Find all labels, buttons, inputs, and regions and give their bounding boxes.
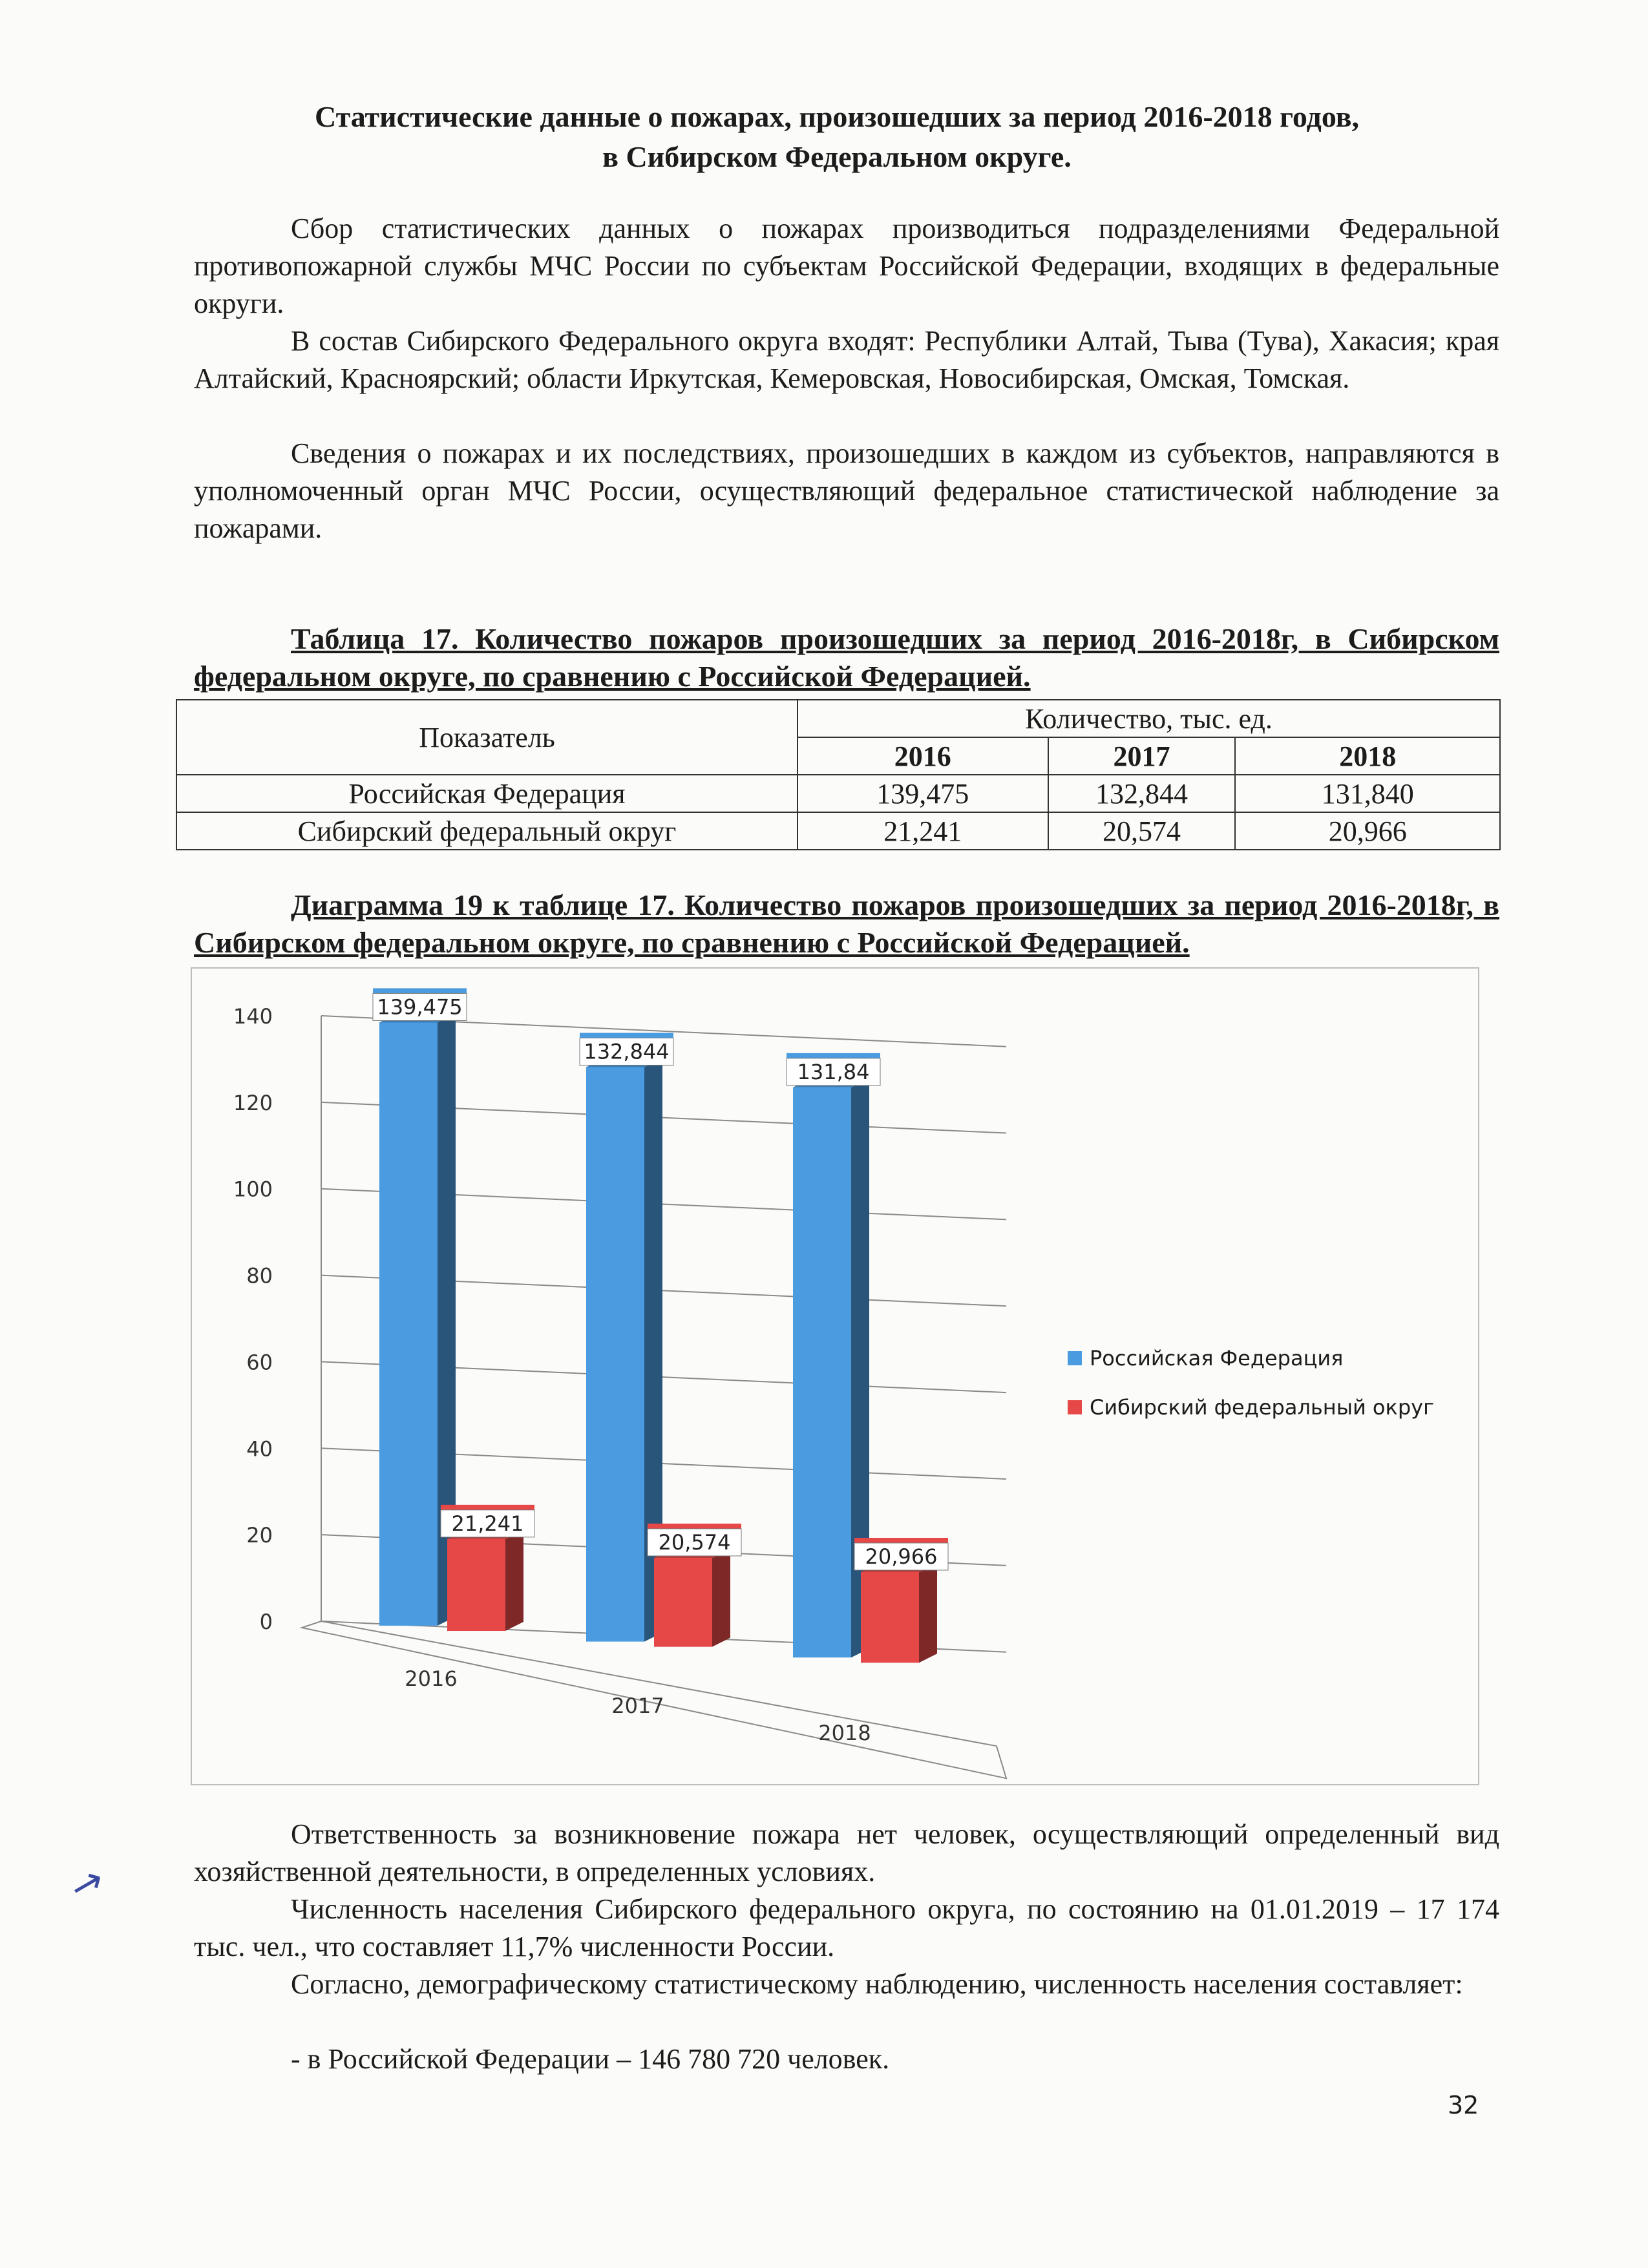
table-row — [176, 812, 1500, 850]
legend-swatch-red — [1068, 1400, 1082, 1414]
y-tick-label: 80 — [246, 1263, 273, 1288]
header-year: 2017 — [1048, 737, 1236, 775]
table-row — [176, 775, 1500, 812]
legend-item-sfo — [1068, 1383, 1434, 1432]
header-year: 2016 — [798, 737, 1048, 775]
intro-paragraph-2: В состав Сибирского Федерального округа входят: Республики Алтай, Тыва (Тува), Хакасия; края Алтайский, Красноярский; области Иркутская, Кемеровская, Новосибирская, Омская, Томская. — [194, 325, 1499, 394]
bar — [793, 1087, 851, 1657]
x-tick-label: 2018 — [818, 1721, 871, 1745]
data-label: 132,844 — [584, 1039, 670, 1064]
data-label: 139,475 — [377, 994, 463, 1020]
legend-label: Сибирский федеральный округ — [1090, 1395, 1434, 1420]
chart-legend — [1068, 1334, 1434, 1432]
data-label: 20,574 — [658, 1529, 731, 1555]
table-caption — [194, 620, 1499, 695]
x-tick-label: 2017 — [611, 1694, 664, 1718]
y-tick-label: 60 — [246, 1350, 273, 1375]
fires-table — [176, 699, 1501, 850]
outro-paragraph-4: - в Российской Федерации – 146 780 720 человек. — [291, 2043, 890, 2075]
table-cell: 131,840 — [1235, 775, 1500, 812]
table-cell: 20,574 — [1048, 812, 1236, 850]
table-cell: 20,966 — [1235, 812, 1500, 850]
y-tick-label: 40 — [246, 1436, 273, 1462]
table-cell: 21,241 — [798, 812, 1048, 850]
intro-paragraph-1: Сбор статистических данных о пожарах производиться подразделениями Федеральной противопожарной службы МЧС России по субъектам Российской Федерации, входящих в федеральные округи. — [194, 213, 1499, 319]
title-line-2: в Сибирском Федеральном округе. — [602, 140, 1072, 173]
page-number: 32 — [1448, 2091, 1479, 2119]
intro-paragraph-3: Сведения о пожарах и их последствиях, произошедших в каждом из субъектов, направляются в уполномоченный орган МЧС России, осуществляющий федеральное статистической наблюдение за пожарами. — [194, 437, 1499, 544]
y-tick-label: 0 — [259, 1610, 273, 1634]
table-cell: 132,844 — [1048, 775, 1236, 812]
diagram-caption-text: Диаграмма 19 к таблице 17. Количество пожаров произошедших за период 2016-2018г, в Сибирском федеральном округе, по сравнению с Российской Федерацией. — [194, 888, 1499, 959]
title-line-1: Статистические данные о пожарах, произошедших за период 2016-2018 годов, — [314, 100, 1360, 133]
document-title — [194, 97, 1480, 177]
row-label: Российская Федерация — [176, 775, 798, 812]
y-tick-label: 140 — [233, 1004, 273, 1029]
bar-side — [712, 1549, 730, 1647]
pen-mark-icon: ↗ — [65, 1857, 109, 1910]
bar — [379, 1022, 438, 1625]
bar — [654, 1558, 712, 1647]
legend-item-rf — [1068, 1334, 1434, 1383]
chart-container — [191, 967, 1479, 1785]
data-label: 20,966 — [865, 1544, 938, 1569]
y-tick-label: 20 — [246, 1523, 273, 1548]
diagram-caption — [194, 887, 1499, 961]
legend-label: Российская Федерация — [1090, 1346, 1344, 1370]
bar — [586, 1067, 644, 1641]
row-label: Сибирский федеральный округ — [176, 812, 798, 850]
y-tick-label: 100 — [233, 1177, 273, 1202]
data-label: 21,241 — [451, 1511, 524, 1536]
header-year: 2018 — [1235, 737, 1500, 775]
data-label: 131,84 — [797, 1059, 870, 1084]
header-quantity: Количество, тыс. ед. — [798, 700, 1500, 737]
y-tick-label: 120 — [233, 1090, 273, 1115]
bar — [861, 1572, 919, 1663]
outro-paragraph-1: Ответственность за возникновение пожара нет человек, осуществляющий определенный вид хозяйственной деятельности, в определенных условиях. — [194, 1818, 1499, 1887]
table-caption-text: Таблица 17. Количество пожаров произошедших за период 2016-2018г, в Сибирском федеральном округе, по сравнению с Российской Федерацией. — [194, 622, 1499, 693]
x-tick-label: 2016 — [405, 1666, 458, 1691]
bar-side — [919, 1563, 937, 1663]
outro-paragraph-2: Численность населения Сибирского федерального округа, по состоянию на 01.01.2019 – 17 174 тыс. чел., что составляет 11,7% численности России. — [194, 1893, 1499, 1962]
bar — [447, 1539, 505, 1631]
legend-swatch-blue — [1068, 1351, 1082, 1365]
header-indicator: Показатель — [176, 700, 798, 775]
bar-side — [505, 1530, 523, 1631]
table-cell: 139,475 — [798, 775, 1048, 812]
outro-paragraph-3: Согласно, демографическому статистическому наблюдению, численность населения составляет: — [291, 1968, 1463, 2000]
